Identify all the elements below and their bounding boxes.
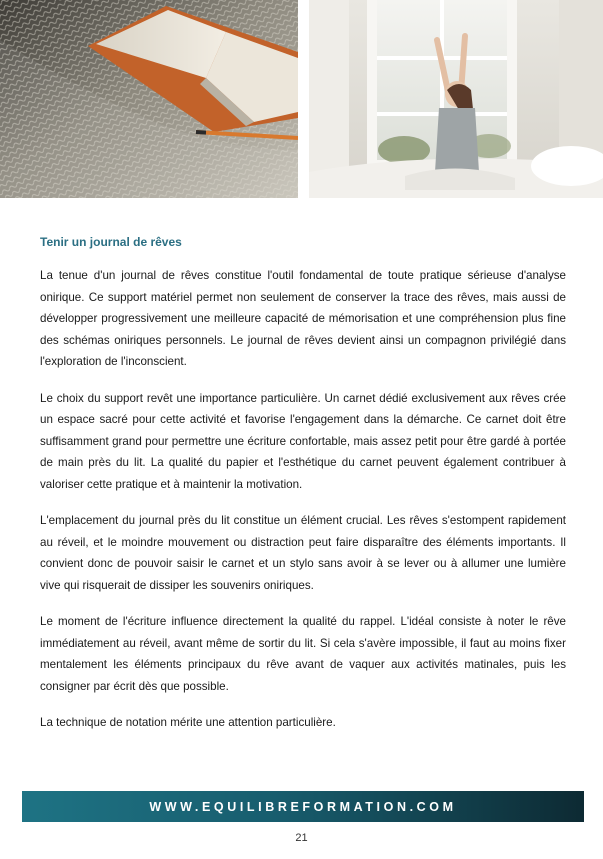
page-number: 21 [295,832,308,844]
website-link[interactable]: WWW.EQUILIBREFORMATION.COM [149,799,457,814]
paragraph: La tenue d'un journal de rêves constitue l'outil fondamental de toute pratique sérieuse d'analyse onirique. Ce support matériel permet non seulement de conserver la trace des rêves, mais aussi de développer progressivement une meilleure capacité de mémorisation et une compréhension plus fine des schémas oniriques personnels. Le journal de rêves devient ainsi un compagnon privilégié dans l'exploration de l'inconscient. [40,269,566,368]
journal-on-bed-illustration [0,0,298,198]
paragraph: Le choix du support revêt une importance particulière. Un carnet dédié exclusivement aux rêves crée un espace sacré pour cette activité et favorise l'engagement dans la démarche. Ce carnet doit être suffisamment grand pour permettre une écriture confortable, mais assez petit pour être gardé à portée de main près du lit. La qualité du papier et l'esthétique du carnet peuvent également contribuer à valoriser cette pratique et à maintenir la motivation. [40,391,566,491]
footer-banner [22,791,584,822]
woman-waking-up-illustration [309,0,603,198]
paragraph: Le moment de l'écriture influence directement la qualité du rappel. L'idéal consiste à noter le rêve immédiatement au réveil, avant même de sortir du lit. Si cela s'avère impossible, il faut au moins fixer mentalement les éléments principaux du rêve avant de vaquer aux activités matinales, puis les consigner par écrit dès que possible. [40,615,566,693]
paragraph: L'emplacement du journal près du lit constitue un élément crucial. Les rêves s'estompent rapidement au réveil, et le moindre mouvement ou distraction peut faire disparaître des éléments importants. Il convient donc de pouvoir saisir le carnet et un stylo sans avoir à se lever ou à allumer une lumière vive qui risquerait de dissiper les souvenirs oniriques. [40,514,566,592]
journal-on-bed-photo [0,0,298,198]
article [40,233,566,749]
section-heading: Tenir un journal de rêves [40,235,182,249]
paragraph: La technique de notation mérite une attention particulière. [40,716,336,729]
woman-waking-up-photo [309,0,603,198]
